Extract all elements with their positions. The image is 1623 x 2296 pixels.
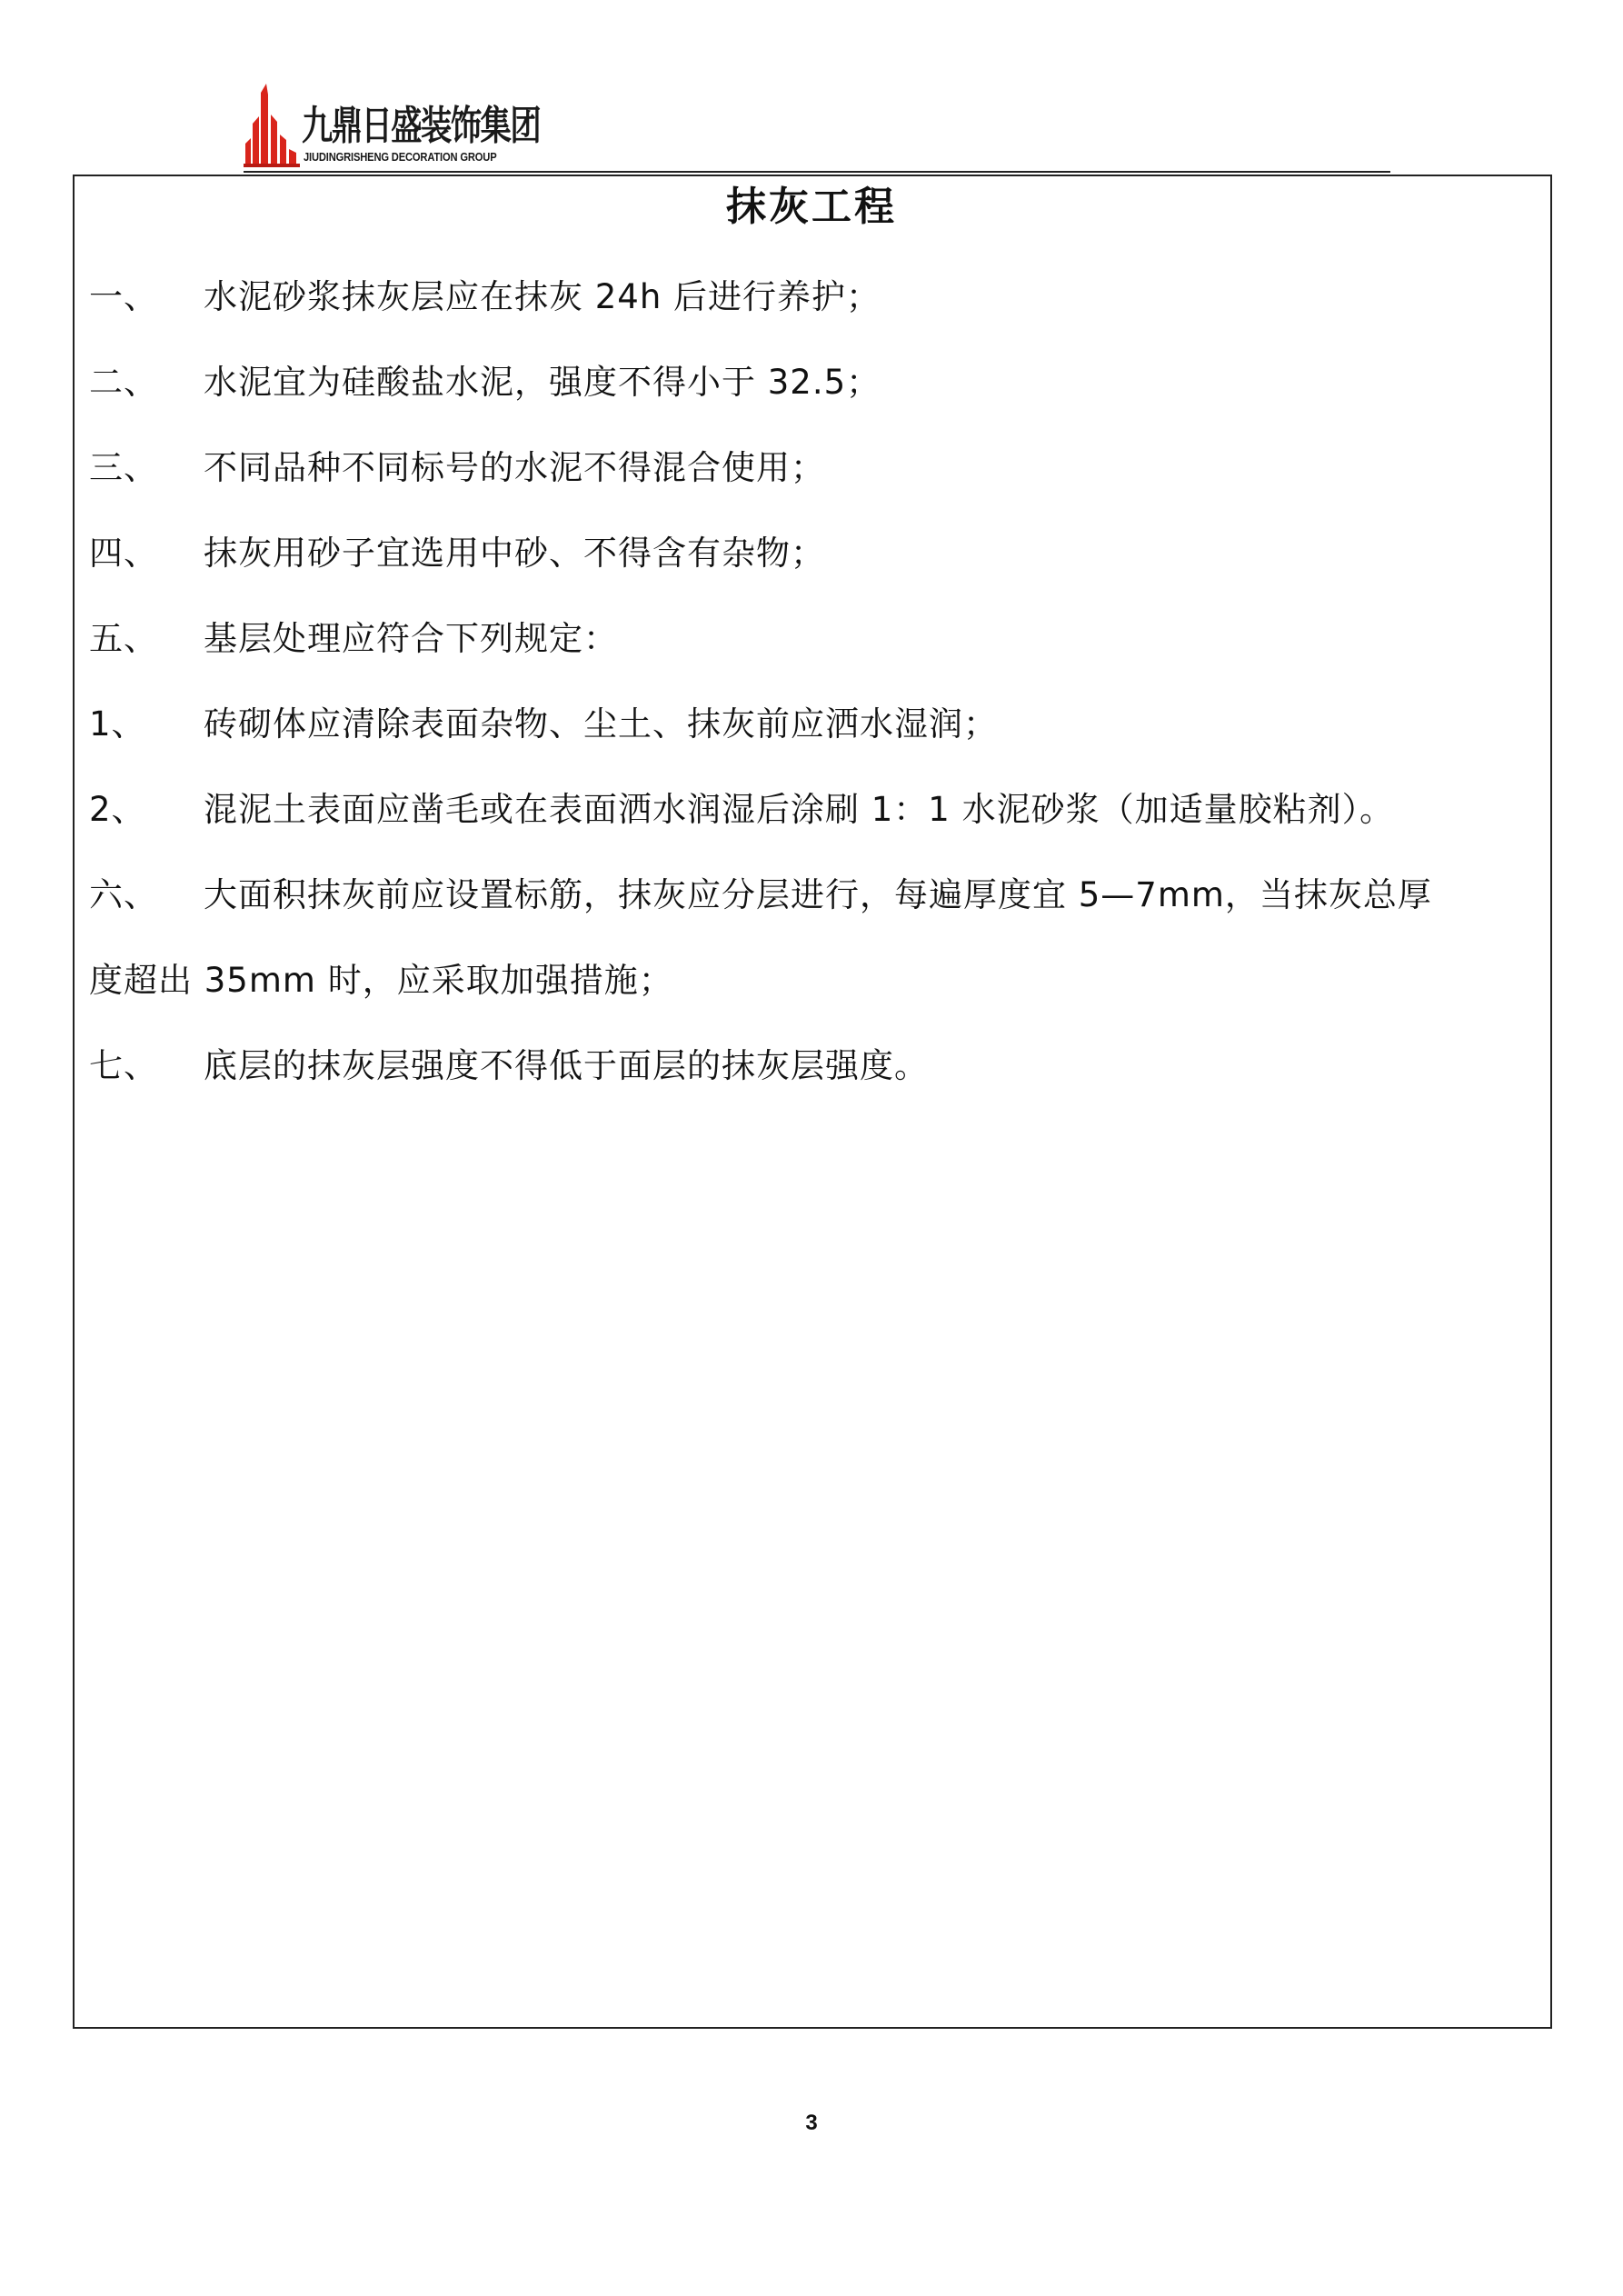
list-item: [89, 358, 881, 407]
list-item: [89, 444, 825, 493]
list-item-text: 不同品种不同标号的水泥不得混合使用；: [204, 448, 825, 487]
list-item-text: 混泥土表面应凿毛或在表面洒水润湿后涂刷 1：1 水泥砂浆（加适量胶粘剂）。: [204, 790, 1395, 829]
company-name: 九鼎日盛装饰集团: [302, 103, 541, 149]
list-item-number: 六、: [89, 875, 158, 914]
header-divider: [244, 171, 1390, 173]
list-item: [89, 785, 1394, 834]
list-item: [89, 529, 825, 578]
list-item-text: 度超出 35mm 时，应采取加强措施；: [89, 961, 673, 1000]
list-item: [89, 871, 1432, 920]
list-item-continuation: [89, 956, 673, 1005]
list-item-text: 砖砌体应清除表面杂物、尘土、抹灰前应洒水湿润；: [204, 704, 998, 744]
list-item-text: 水泥砂浆抹灰层应在抹灰 24h 后进行养护；: [204, 277, 881, 316]
list-item-text: 底层的抹灰层强度不得低于面层的抹灰层强度。: [204, 1046, 929, 1085]
list-item: [89, 1042, 929, 1091]
list-item-number: 三、: [89, 448, 158, 487]
list-item-text: 基层处理应符合下列规定：: [204, 619, 618, 658]
list-item-number: 一、: [89, 277, 158, 316]
red-buildings-logo-icon: [244, 84, 300, 167]
list-item-number: 四、: [89, 534, 158, 573]
list-item-text: 抹灰用砂子宜选用中砂、不得含有杂物；: [204, 534, 825, 573]
list-item: [89, 614, 618, 664]
company-name-en: JIUDINGRISHENG DECORATION GROUP: [304, 150, 497, 164]
list-item-number: 二、: [89, 363, 158, 402]
list-item-number: 2、: [89, 790, 146, 829]
list-item: [89, 700, 998, 749]
list-item-number: 五、: [89, 619, 158, 658]
list-item: [89, 273, 881, 322]
list-item-number: 1、: [89, 704, 146, 744]
list-item-text: 大面积抹灰前应设置标筋，抹灰应分层进行，每遍厚度宜 5—7mm，当抹灰总厚: [204, 875, 1432, 914]
company-logo: [244, 84, 553, 170]
page-number: 3: [805, 2111, 818, 2135]
list-item-text: 水泥宜为硅酸盐水泥，强度不得小于 32.5；: [204, 363, 881, 402]
list-item-number: 七、: [89, 1046, 158, 1085]
page-title: 抹灰工程: [726, 184, 897, 230]
